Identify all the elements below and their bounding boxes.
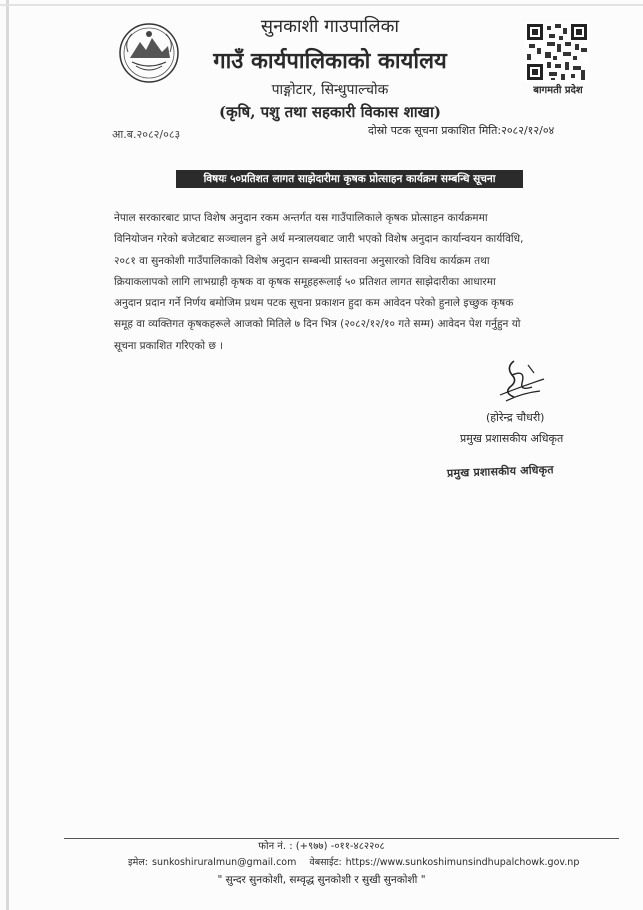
body-line: नेपाल सरकारबाट प्राप्त विशेष अनुदान रकम अन्तर्गत यस गाउँपालिकाले कृषक प्रोत्साहन कार्यक्रममा bbox=[114, 212, 488, 224]
email-label: इमेल: bbox=[128, 857, 148, 868]
fiscal-year-ref: आ.ब.२०८२/०८३ bbox=[112, 128, 181, 141]
signatory-title: प्रमुख प्रशासकीय अधिकृत bbox=[460, 432, 564, 445]
body-line: सूचना प्रकाशित गरिएको छ । bbox=[114, 339, 224, 352]
section-name: (कृषि, पशु तथा सहकारी विकास शाखा) bbox=[219, 103, 441, 121]
body-line: अनुदान प्रदान गर्ने निर्णय बमोजिम प्रथम पटक सूचना प्रकाशन हुदा कम आवेदन परेको हुनाले इच्छुक कृषक bbox=[114, 297, 514, 310]
qr-code-icon bbox=[525, 22, 589, 82]
body-line: क्रियाकलापको लागि लाभग्राही कृषक वा कृषक समूहहरूलाई ५० प्रतिशत लागत साझेदारीका आधारमा bbox=[114, 275, 496, 288]
footer-phone: फोन नं. : (+९७७) -०११-४८२२०८ bbox=[258, 841, 385, 852]
email-address[interactable]: sunkoshiruralmun@gmail.com bbox=[152, 857, 297, 868]
province-label: बागमती प्रदेश bbox=[533, 85, 583, 96]
body-line: २०८१ वा सुनकोशी गाउँपालिकाको विशेष अनुदान सम्बन्धी प्रास्तवना अनुसारको विविध कार्यक्रम तथा bbox=[114, 254, 490, 267]
website-link[interactable]: https://www.sunkoshimunsindhupalchowk.gov.np bbox=[345, 857, 580, 868]
office-address: पाङ्गोटार, सिन्धुपाल्चोक bbox=[271, 82, 389, 98]
official-stamp: प्रमुख प्रशासकीय अधिकृत bbox=[446, 463, 554, 480]
subject-banner: विषयः ५०प्रतिशत लागत साझेदारीमा कृषक प्रोत्साहन कार्यक्रम सम्बन्धि सूचना bbox=[176, 170, 523, 188]
notice-body bbox=[114, 208, 592, 357]
office-name: गाउँ कार्यपालिकाको कार्यालय bbox=[213, 48, 447, 74]
municipality-name: सुनकाशी गाउपालिका bbox=[260, 16, 400, 37]
footer-contact bbox=[128, 855, 618, 868]
scan-edge-left bbox=[6, 0, 9, 910]
handwritten-signature-icon bbox=[492, 357, 548, 407]
body-line: समूह वा व्यक्तिगत कृषकहरूले आजको मितिले ७ दिन भित्र (२०८२/१२/१० गते सम्म) आवेदन पेश गर्नुहुन यो bbox=[114, 318, 521, 331]
publish-date: दोस्रो पटक सूचना प्रकाशित मिति:२०८२/१२/०४ bbox=[368, 124, 555, 137]
body-line: विनियोजन गरेको बजेटबाट सञ्चालन हुने अर्थ मन्त्रालयबाट जारी भएको विशेष अनुदान कार्यान्वयन कार्यविधि, bbox=[114, 233, 524, 246]
website-label: वेबसाईट: bbox=[309, 857, 342, 868]
footer-slogan: " सुन्दर सुनकोशी, सम्वृद्ध सुनकोशी र सुखी सुनकोशी " bbox=[217, 874, 426, 886]
signatory-name: (होरेन्द्र चौधरी) bbox=[486, 411, 545, 424]
scan-edge-top bbox=[0, 4, 643, 6]
